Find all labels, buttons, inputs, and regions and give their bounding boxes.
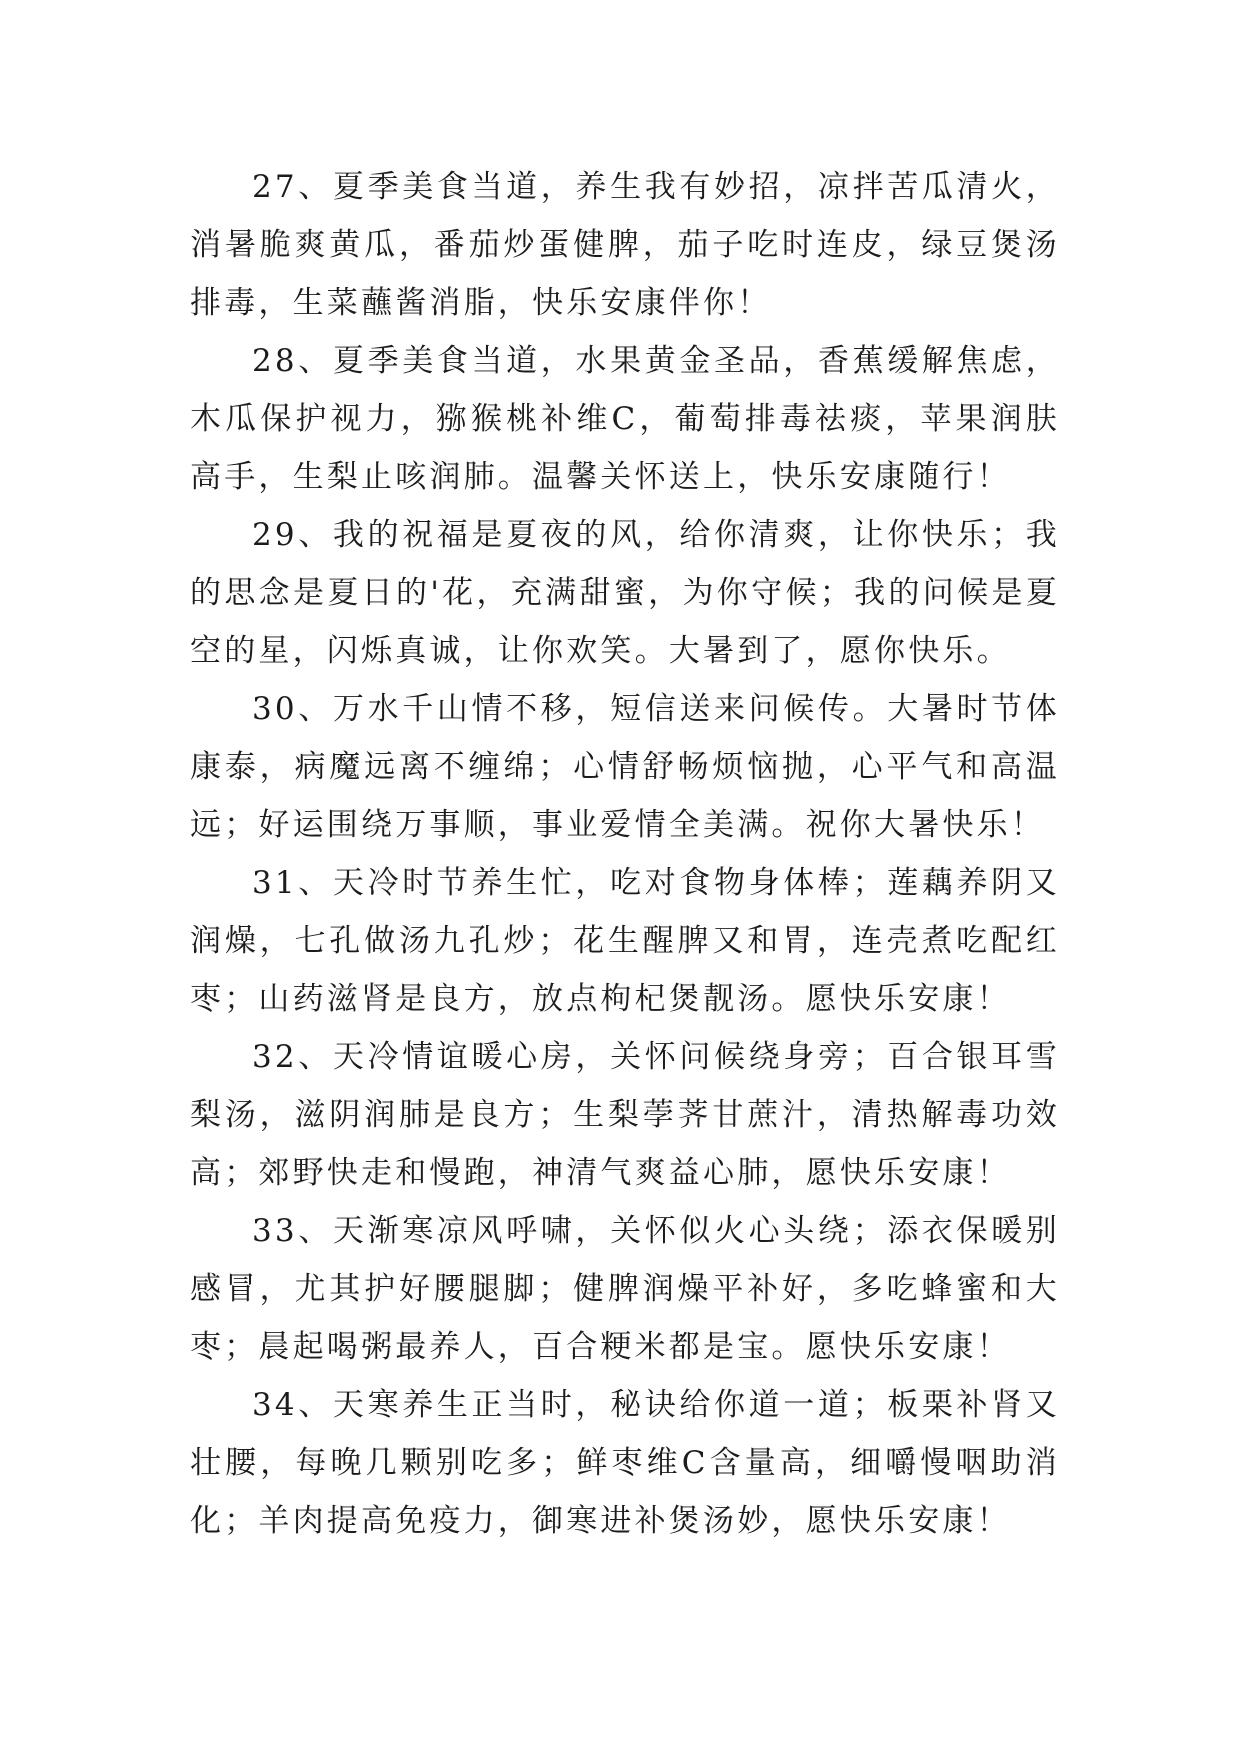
paragraph-27: 27、夏季美食当道，养生我有妙招，凉拌苦瓜清火，消暑脆爽黄瓜，番茄炒蛋健脾，茄子吃时连皮，绿豆煲汤排毒，生菜蘸酱消脂，快乐安康伴你！ <box>190 169 1060 321</box>
paragraph-32: 32、天冷情谊暖心房，关怀问候绕身旁；百合银耳雪梨汤，滋阴润肺是良方；生梨荸荠甘蔗汁，清热解毒功效高；郊野快走和慢跑，神清气爽益心肺，愿快乐安康！ <box>190 1039 1060 1191</box>
paragraph-33: 33、天渐寒凉风呼啸，关怀似火心头绕；添衣保暖别感冒，尤其护好腰腿脚；健脾润燥平补好，多吃蜂蜜和大枣；晨起喝粥最养人，百合粳米都是宝。愿快乐安康！ <box>190 1213 1060 1365</box>
paragraph-34: 34、天寒养生正当时，秘诀给你道一道；板栗补肾又壮腰，每晚几颗别吃多；鲜枣维C含量高，细嚼慢咽助消化；羊肉提高免疫力，御寒进补煲汤妙，愿快乐安康！ <box>190 1387 1060 1539</box>
document-body <box>190 158 1060 1550</box>
paragraph-30: 30、万水千山情不移，短信送来问候传。大暑时节体康泰，病魔远离不缠绵；心情舒畅烦恼抛，心平气和高温远；好运围绕万事顺，事业爱情全美满。祝你大暑快乐！ <box>190 691 1060 843</box>
paragraph-29: 29、我的祝福是夏夜的风，给你清爽，让你快乐；我的思念是夏日的'花，充满甜蜜，为你守候；我的问候是夏空的星，闪烁真诚，让你欢笑。大暑到了，愿你快乐。 <box>190 517 1060 669</box>
paragraph-31: 31、天冷时节养生忙，吃对食物身体棒；莲藕养阴又润燥，七孔做汤九孔炒；花生醒脾又和胃，连壳煮吃配红枣；山药滋肾是良方，放点枸杞煲靓汤。愿快乐安康！ <box>190 865 1060 1017</box>
paragraph-28: 28、夏季美食当道，水果黄金圣品，香蕉缓解焦虑，木瓜保护视力，猕猴桃补维C，葡萄排毒祛痰，苹果润肤高手，生梨止咳润肺。温馨关怀送上，快乐安康随行！ <box>190 343 1060 495</box>
